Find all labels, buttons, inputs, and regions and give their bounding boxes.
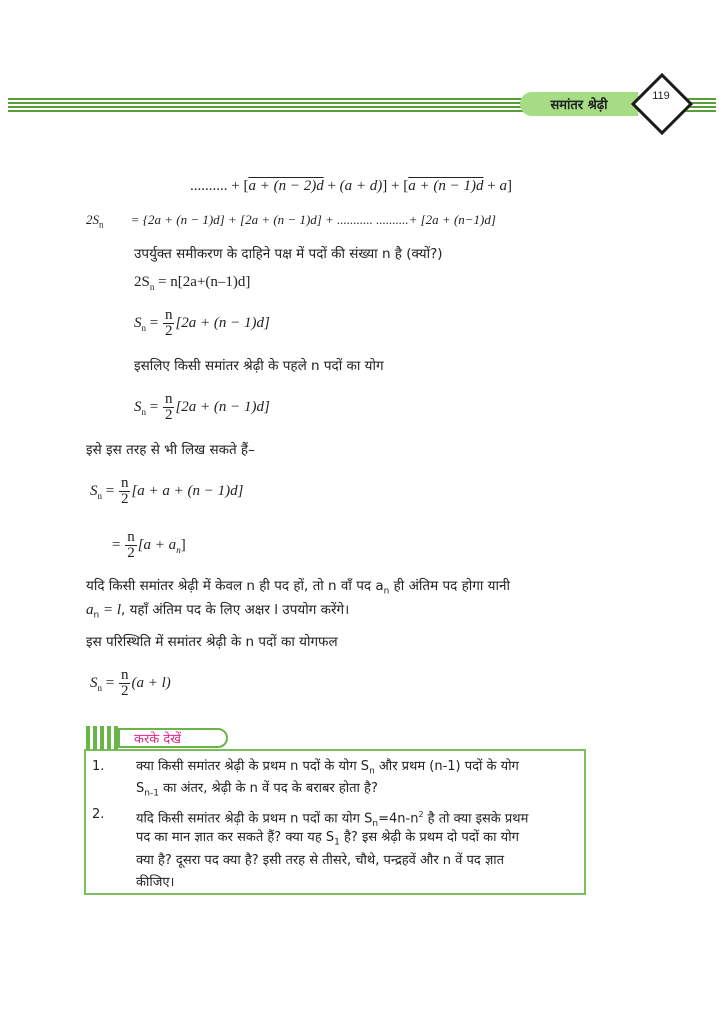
question-number: 1. [92, 759, 105, 774]
equation-top: .......... + [a + (n − 2)d + (a + d)] + [a + (n − 1)d + a] [190, 178, 512, 194]
paragraph-sum-n-terms: इस परिस्थिति में समांतर श्रेढ़ी के n पदों का योगफल [86, 634, 338, 650]
equation-sn-1: $S_n$ = $\frac{n}{2}$ [2a + (n − 1)d] [134, 307, 270, 339]
question-1-line-2: $S_{n-1}$ का अंतर, श्रेढ़ी के n वें पद के बराबर होता है? [136, 781, 378, 799]
question-2-line-3: क्या है? दूसरा पद क्या है? इसी तरह से तीसरे, चौथे, पन्द्रहवें और n वें पद ज्ञात [136, 853, 505, 868]
page-number: 119 [652, 90, 670, 102]
fraction: $\frac{n}{2}$ [120, 667, 129, 699]
paragraph-an-equals-l: $a_n = l$, यहाँ अंतिम पद के लिए अक्षर l उपयोग करेंगे। [86, 602, 350, 621]
equation-sn-3: $S_n$ = $\frac{n}{2}$ [a + a + (n − 1)d] [90, 475, 244, 507]
paragraph-count-terms: उपर्युक्त समीकरण के दाहिने पक्ष में पदों की संख्या n है (क्यों?) [134, 246, 443, 262]
fraction: $\frac{n}{2}$ [164, 307, 173, 339]
equation-sn-2: $S_n$ = $\frac{n}{2}$ [2a + (n − 1)d] [134, 391, 270, 423]
question-2-line-4: कीजिए। [136, 875, 175, 890]
header-bars [86, 726, 118, 750]
paragraph-rewrite: इसे इस तरह से भी लिख सकते हैं– [86, 442, 255, 458]
question-2-line-2: पद का मान ज्ञात कर सकते हैं? क्या यह $S_1$ है? इस श्रेढ़ी के प्रथम दो पदों का योग [136, 830, 519, 848]
fraction: $\frac{n}{2}$ [127, 529, 135, 561]
chapter-title: समांतर श्रेढ़ी [520, 92, 638, 116]
activity-header [86, 726, 226, 750]
question-number: 2. [92, 807, 105, 822]
equation-sn-final: $S_n$ = $\frac{n}{2}$ (a + l) [90, 667, 171, 699]
equation-2sn: $2S_n = \{2a + (n - 1)d] + [2a + (n - 1)d]$ + ........... ..........+ [2a + (n−1)d] [86, 212, 496, 230]
fraction: $\frac{n}{2}$ [164, 391, 173, 423]
page-number-diamond [631, 73, 693, 135]
fraction: $\frac{n}{2}$ [120, 475, 129, 507]
activity-title: करके देखें [118, 728, 228, 748]
equation-sn-4: = $\frac{n}{2}$ $[a + a_n]$ [112, 529, 186, 561]
question-1-line-1: क्या किसी समांतर श्रेढ़ी के प्रथम n पदों के योग $S_n$ और प्रथम (n-1) पदों के योग [136, 759, 519, 777]
paragraph-sum-first-n: इसलिए किसी समांतर श्रेढ़ी के पहले n पदों का योग [134, 358, 384, 374]
question-2-line-1: यदि किसी समांतर श्रेढ़ी के प्रथम n पदों का योग $S_n=4n-n^2$ है तो क्या इसके प्रथम [136, 810, 529, 829]
equation-2sn-result: $2S_n = n[2a+(n-1)d]$ [134, 274, 251, 292]
paragraph-last-term: यदि किसी समांतर श्रेढ़ी में केवल n ही पद हों, तो n वाँ पद $a_n$ ही अंतिम पद होगा यानी [86, 578, 510, 597]
